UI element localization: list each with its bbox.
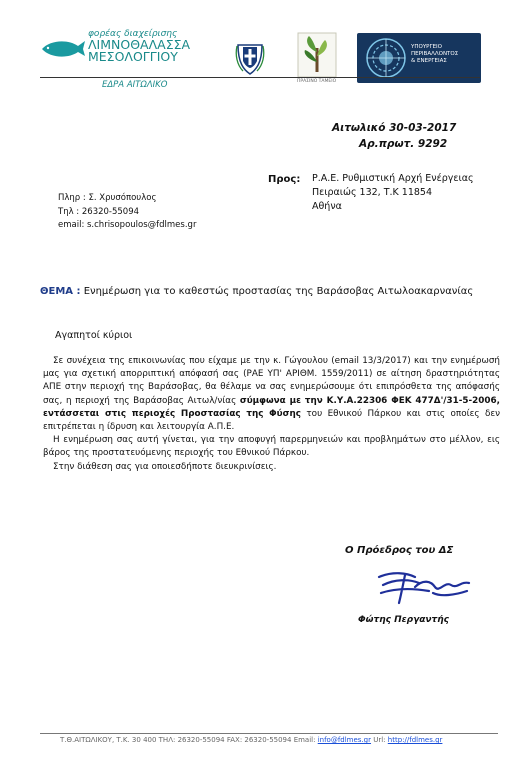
recipient-label: Προς:: [268, 174, 301, 185]
president-title: Ο Πρόεδρος του ΔΣ: [345, 545, 454, 556]
recipient-line3: Αθήνα: [312, 201, 342, 212]
greeting: Αγαπητοί κύριοι: [55, 330, 133, 341]
subject-text: Ενημέρωση για το καθεστώς προστασίας της Βαράσοβας Αιτωλοακαρνανίας: [80, 286, 474, 297]
ministry-name: [411, 44, 458, 65]
subject-label: ΘΕΜΑ :: [40, 286, 81, 297]
contact-block: [58, 192, 196, 233]
recipient-line2: Πειραιώς 132, Τ.Κ 11854: [312, 187, 433, 198]
letter-body: [43, 355, 500, 474]
paragraph-1-bold: σύμφωνα με την Κ.Υ.Α.22306 ΦΕΚ 477Δ'/31-5-2006, εντάσσεται στις περιοχές Προστασίας της Φύσης: [43, 395, 500, 419]
greek-coat-of-arms-icon: [234, 37, 266, 77]
paragraph-3: Στην διάθεση σας για οποιεσδήποτε διευκρινίσεις.: [53, 461, 277, 472]
org-name: [88, 39, 190, 63]
footer-url-link[interactable]: http://fdlmes.gr: [387, 736, 443, 744]
green-fund-logo-icon: [297, 32, 337, 78]
ministry-name-line2: ΠΕΡΙΒΑΛΛΟΝΤΟΣ: [411, 51, 459, 57]
green-fund-label: ΠΡΑΣΙΝΟ ΤΑΜΕΙΟ: [297, 79, 337, 84]
org-tagline: φορέας διαχείρισης: [88, 29, 178, 39]
ministry-name-line1: ΥΠΟΥΡΓΕΙΟ: [411, 44, 442, 50]
header-divider: [40, 77, 480, 78]
signature-icon: [375, 567, 475, 609]
signer-name: Φώτης Περγαντής: [358, 615, 450, 625]
contact-phone: Τηλ : 26320-55094: [58, 206, 140, 217]
paragraph-1-text: Σε συνέχεια της επικοινωνίας που είχαμε με την κ. Γώγουλου (email 13/3/2017) και την ενημέρωσή μας για σχετική απορριπτική απόφασή σας (ΡΑΕ ΥΠ' ΑΡΙΘΜ. 1559/2011) σε αίτηση δραστηριότητας ΑΠΕ στην περιοχή της Βαράσοβας, θα θέλαμε να σας ενημερώσουμε ότι επιπρόσθετα της απόφασής σας, η περιοχή της Βαράσοβας Αιτωλ/νίας: [43, 356, 500, 406]
contact-person: Πληρ : Σ. Χρυσόπουλος: [58, 193, 157, 203]
org-seat: ΕΔΡΑ ΑΙΤΩΛΙΚΟ: [102, 80, 168, 90]
footer-url-label: Url:: [371, 736, 388, 744]
document-date: Αιτωλικό 30-03-2017: [332, 122, 457, 134]
org-name-line2: ΜΕΣΟΛΟΓΓΙΟΥ: [88, 49, 178, 64]
org-name-line1: ΛΙΜΝΟΘΑΛΑΣΣΑ: [88, 37, 191, 52]
footer-email-link[interactable]: info@fdlmes.gr: [317, 736, 372, 744]
recipient-address: [312, 172, 474, 214]
protocol-number: Αρ.πρωτ. 9292: [359, 138, 448, 150]
ministry-globe-icon: [364, 36, 408, 80]
paragraph-2: Η ενημέρωση σας αυτή γίνεται, για την αποφυγή παρερμηνειών και προβλημάτων στο μέλλον, εις βάρος της προστατευόμενης περιοχής του Εθνικού Πάρκου.: [43, 435, 500, 459]
footer-info: [60, 736, 442, 744]
recipient-line1: Ρ.Α.Ε. Ρυθμιστική Αρχή Ενέργειας: [312, 173, 474, 184]
ministry-name-line3: & ΕΝΕΡΓΕΙΑΣ: [411, 58, 447, 64]
fish-logo-icon: [40, 36, 86, 60]
paragraph-1: [43, 355, 500, 434]
footer-address: Τ.Θ.ΑΙΤΩΛΙΚΟΥ, Τ.Κ. 30 400 ΤΗΛ: 26320-55094 FAX: 26320-55094 Email:: [60, 736, 318, 744]
footer-divider: [40, 733, 498, 734]
subject-line: [40, 286, 473, 297]
contact-email: email: s.chrisopoulos@fdlmes.gr: [58, 220, 197, 230]
paragraph-1-end: του Εθνικού Πάρκου και στις οποίες δεν επιτρέπεται η ίδρυση και λειτουργία Α.Π.Ε.: [43, 408, 500, 433]
